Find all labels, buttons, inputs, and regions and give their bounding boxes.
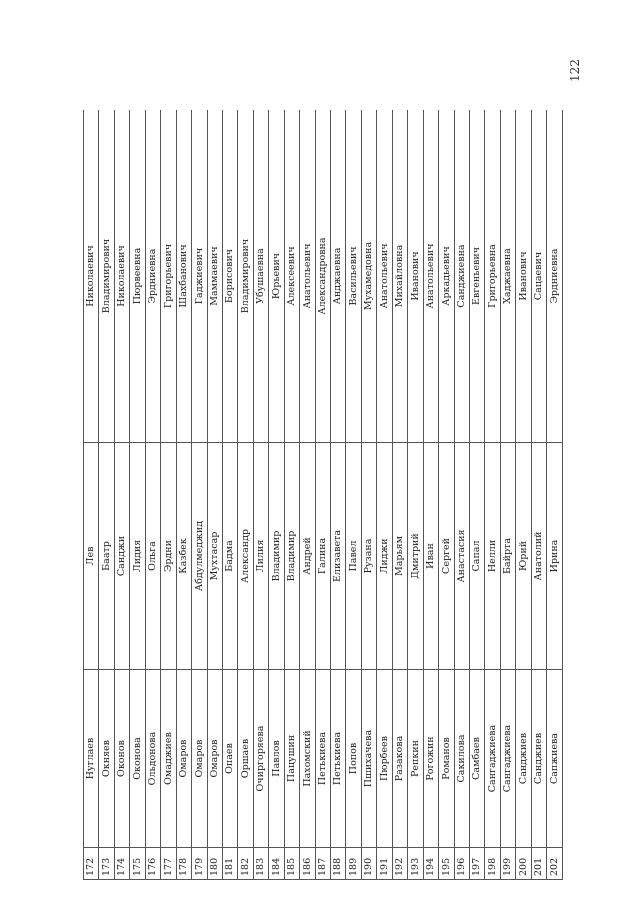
row-number-cell: 172 — [84, 848, 99, 880]
row-number-cell: 200 — [516, 848, 531, 880]
table-row — [346, 110, 361, 880]
patronymic-cell: Иванович — [516, 110, 531, 443]
table-row — [500, 110, 515, 880]
first-name-cell: Анастасия — [454, 443, 469, 670]
last-name-cell: Омаджиев — [161, 670, 176, 848]
table-row — [408, 110, 423, 880]
row-number-cell: 198 — [485, 848, 500, 880]
row-number-cell: 184 — [269, 848, 284, 880]
last-name-cell: Оконова — [130, 670, 145, 848]
last-name-cell: Нуглаев — [84, 670, 99, 848]
patronymic-cell: Анатольевич — [300, 110, 315, 443]
row-number-cell: 192 — [392, 848, 407, 880]
table-row — [176, 110, 191, 880]
last-name-cell: Оконов — [114, 670, 129, 848]
last-name-cell: Пюрбеев — [377, 670, 392, 848]
roster-table-region — [83, 110, 563, 880]
table-row — [130, 110, 145, 880]
last-name-cell: Опаев — [222, 670, 237, 848]
row-number-cell: 191 — [377, 848, 392, 880]
patronymic-cell: Борисович — [222, 110, 237, 443]
roster-table-rotated — [83, 110, 563, 880]
row-number-cell: 183 — [253, 848, 268, 880]
first-name-cell: Андрей — [300, 443, 315, 670]
table-row — [331, 110, 346, 880]
table-row — [284, 110, 299, 880]
patronymic-cell: Гаджиевич — [192, 110, 207, 443]
last-name-cell: Окняев — [99, 670, 114, 848]
first-name-cell: Ирина — [547, 443, 563, 670]
first-name-cell: Бадма — [222, 443, 237, 670]
last-name-cell: Омаров — [176, 670, 191, 848]
last-name-cell: Самбаев — [469, 670, 484, 848]
table-row — [300, 110, 315, 880]
table-row — [222, 110, 237, 880]
row-number-cell: 179 — [192, 848, 207, 880]
table-row — [516, 110, 531, 880]
patronymic-cell: Эрдниевна — [547, 110, 563, 443]
patronymic-cell: Убушаевна — [253, 110, 268, 443]
table-row — [485, 110, 500, 880]
table-row — [531, 110, 546, 880]
first-name-cell: Сергей — [439, 443, 454, 670]
last-name-cell: Очиргоряева — [253, 670, 268, 848]
last-name-cell: Попов — [346, 670, 361, 848]
row-number-cell: 178 — [176, 848, 191, 880]
table-row — [238, 110, 253, 880]
table-row — [469, 110, 484, 880]
first-name-cell: Эрдни — [161, 443, 176, 670]
row-number-cell: 201 — [531, 848, 546, 880]
last-name-cell: Павлов — [269, 670, 284, 848]
patronymic-cell: Николаевич — [114, 110, 129, 443]
first-name-cell: Юрий — [516, 443, 531, 670]
row-number-cell: 182 — [238, 848, 253, 880]
row-number-cell: 177 — [161, 848, 176, 880]
last-name-cell: Омаров — [192, 670, 207, 848]
table-row — [439, 110, 454, 880]
first-name-cell: Владимир — [269, 443, 284, 670]
last-name-cell: Репкин — [408, 670, 423, 848]
table-row — [392, 110, 407, 880]
row-number-cell: 189 — [346, 848, 361, 880]
row-number-cell: 185 — [284, 848, 299, 880]
first-name-cell: Ольга — [145, 443, 160, 670]
patronymic-cell: Эрдниевна — [145, 110, 160, 443]
first-name-cell: Александр — [238, 443, 253, 670]
patronymic-cell: Михайловна — [392, 110, 407, 443]
patronymic-cell: Юрьевич — [269, 110, 284, 443]
row-number-cell: 194 — [423, 848, 438, 880]
last-name-cell: Сапжиева — [547, 670, 563, 848]
first-name-cell: Владимир — [284, 443, 299, 670]
patronymic-cell: Васильевич — [346, 110, 361, 443]
first-name-cell: Казбек — [176, 443, 191, 670]
row-number-cell: 186 — [300, 848, 315, 880]
row-number-cell: 197 — [469, 848, 484, 880]
table-row — [207, 110, 222, 880]
table-row — [192, 110, 207, 880]
patronymic-cell: Шахбанович — [176, 110, 191, 443]
table-row — [253, 110, 268, 880]
first-name-cell: Елизавета — [331, 443, 346, 670]
last-name-cell: Пшихачева — [361, 670, 376, 848]
patronymic-cell: Мухамедовна — [361, 110, 376, 443]
table-row — [361, 110, 376, 880]
patronymic-cell: Владимирович — [99, 110, 114, 443]
first-name-cell: Павел — [346, 443, 361, 670]
patronymic-cell: Григорьевна — [485, 110, 500, 443]
last-name-cell: Санджиев — [516, 670, 531, 848]
table-row — [547, 110, 563, 880]
roster-table — [83, 110, 563, 880]
patronymic-cell: Александровна — [315, 110, 330, 443]
last-name-cell: Сангаджиева — [485, 670, 500, 848]
last-name-cell: Разакова — [392, 670, 407, 848]
table-row — [99, 110, 114, 880]
patronymic-cell: Санджиевна — [454, 110, 469, 443]
patronymic-cell: Григорьевич — [161, 110, 176, 443]
first-name-cell: Лиджи — [377, 443, 392, 670]
roster-table-body — [84, 110, 563, 880]
patronymic-cell: Хаджаевна — [500, 110, 515, 443]
first-name-cell: Байрта — [500, 443, 515, 670]
last-name-cell: Пахомский — [300, 670, 315, 848]
patronymic-cell: Анатольевич — [423, 110, 438, 443]
last-name-cell: Сакилова — [454, 670, 469, 848]
first-name-cell: Баатр — [99, 443, 114, 670]
last-name-cell: Омаров — [207, 670, 222, 848]
last-name-cell: Романов — [439, 670, 454, 848]
patronymic-cell: Евгеньевич — [469, 110, 484, 443]
first-name-cell: Мухтасар — [207, 443, 222, 670]
patronymic-cell: Маммаевич — [207, 110, 222, 443]
first-name-cell: Нелли — [485, 443, 500, 670]
table-row — [84, 110, 99, 880]
row-number-cell: 180 — [207, 848, 222, 880]
patronymic-cell: Аркадьевич — [439, 110, 454, 443]
row-number-cell: 175 — [130, 848, 145, 880]
row-number-cell: 188 — [331, 848, 346, 880]
table-row — [145, 110, 160, 880]
row-number-cell: 196 — [454, 848, 469, 880]
row-number-cell: 187 — [315, 848, 330, 880]
patronymic-cell: Иванович — [408, 110, 423, 443]
patronymic-cell: Николаевич — [84, 110, 99, 443]
first-name-cell: Галина — [315, 443, 330, 670]
first-name-cell: Лев — [84, 443, 99, 670]
table-row — [269, 110, 284, 880]
table-row — [315, 110, 330, 880]
first-name-cell: Иван — [423, 443, 438, 670]
last-name-cell: Сангаджиева — [500, 670, 515, 848]
table-row — [454, 110, 469, 880]
row-number-cell: 174 — [114, 848, 129, 880]
page-number: 122 — [568, 59, 582, 82]
patronymic-cell: Пюрвеевна — [130, 110, 145, 443]
patronymic-cell: Сацаевич — [531, 110, 546, 443]
first-name-cell: Сапал — [469, 443, 484, 670]
patronymic-cell: Анджаевна — [331, 110, 346, 443]
table-row — [114, 110, 129, 880]
last-name-cell: Ольдонова — [145, 670, 160, 848]
last-name-cell: Санджиев — [531, 670, 546, 848]
first-name-cell: Рузана — [361, 443, 376, 670]
row-number-cell: 176 — [145, 848, 160, 880]
patronymic-cell: Анатольевич — [377, 110, 392, 443]
last-name-cell: Рогожин — [423, 670, 438, 848]
row-number-cell: 181 — [222, 848, 237, 880]
patronymic-cell: Алексеевич — [284, 110, 299, 443]
row-number-cell: 173 — [99, 848, 114, 880]
last-name-cell: Петькиева — [331, 670, 346, 848]
first-name-cell: Абдулмеджид — [192, 443, 207, 670]
first-name-cell: Санджи — [114, 443, 129, 670]
last-name-cell: Петькиева — [315, 670, 330, 848]
table-row — [161, 110, 176, 880]
first-name-cell: Лилия — [253, 443, 268, 670]
table-row — [423, 110, 438, 880]
table-row — [377, 110, 392, 880]
patronymic-cell: Владимирович — [238, 110, 253, 443]
first-name-cell: Анатолий — [531, 443, 546, 670]
row-number-cell: 193 — [408, 848, 423, 880]
row-number-cell: 190 — [361, 848, 376, 880]
first-name-cell: Лидия — [130, 443, 145, 670]
last-name-cell: Оршаев — [238, 670, 253, 848]
last-name-cell: Пацушин — [284, 670, 299, 848]
row-number-cell: 202 — [547, 848, 563, 880]
row-number-cell: 195 — [439, 848, 454, 880]
first-name-cell: Марьям — [392, 443, 407, 670]
first-name-cell: Дмитрий — [408, 443, 423, 670]
row-number-cell: 199 — [500, 848, 515, 880]
